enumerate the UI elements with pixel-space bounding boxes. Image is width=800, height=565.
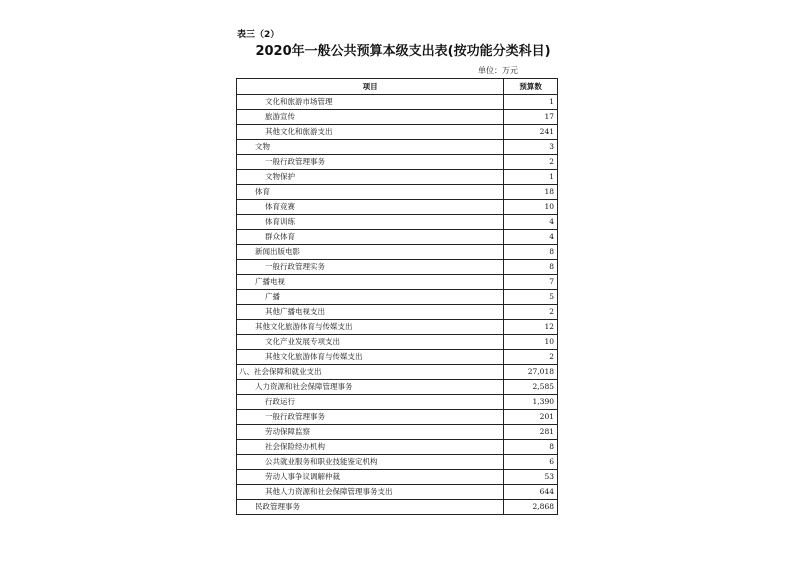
table-row	[237, 380, 558, 395]
table-row	[237, 350, 558, 365]
row-item-name: 一般行政管理事务	[237, 410, 504, 425]
table-row	[237, 200, 558, 215]
row-item-name: 文化产业发展专项支出	[237, 335, 504, 350]
row-budget-value: 2,585	[504, 380, 558, 395]
table-row	[237, 470, 558, 485]
row-item-name: 群众体育	[237, 230, 504, 245]
budget-table	[236, 78, 558, 515]
row-item-name: 体育竞赛	[237, 200, 504, 215]
row-item-name: 一般行政管理实务	[237, 260, 504, 275]
table-row	[237, 140, 558, 155]
table-row	[237, 425, 558, 440]
row-item-name: 八、社会保障和就业支出	[237, 365, 504, 380]
table-row	[237, 485, 558, 500]
row-budget-value: 12	[504, 320, 558, 335]
row-budget-value: 1	[504, 170, 558, 185]
column-header-item: 项目	[237, 79, 504, 95]
table-row	[237, 365, 558, 380]
row-item-name: 人力资源和社会保障管理事务	[237, 380, 504, 395]
unit-label: 单位：万元	[478, 66, 518, 75]
row-budget-value: 2	[504, 350, 558, 365]
row-item-name: 其他广播电视支出	[237, 305, 504, 320]
row-item-name: 广播电视	[237, 275, 504, 290]
row-budget-value: 201	[504, 410, 558, 425]
row-budget-value: 2	[504, 305, 558, 320]
table-row	[237, 305, 558, 320]
table-row	[237, 245, 558, 260]
row-budget-value: 10	[504, 335, 558, 350]
row-item-name: 体育	[237, 185, 504, 200]
table-row	[237, 95, 558, 110]
row-budget-value: 281	[504, 425, 558, 440]
table-row	[237, 455, 558, 470]
table-row	[237, 110, 558, 125]
row-item-name: 新闻出版电影	[237, 245, 504, 260]
table-row	[237, 290, 558, 305]
row-budget-value: 1,390	[504, 395, 558, 410]
row-budget-value: 5	[504, 290, 558, 305]
row-item-name: 社会保险经办机构	[237, 440, 504, 455]
row-item-name: 一般行政管理事务	[237, 155, 504, 170]
row-budget-value: 7	[504, 275, 558, 290]
row-item-name: 体育训练	[237, 215, 504, 230]
row-item-name: 劳动保障监察	[237, 425, 504, 440]
row-item-name: 其他人力资源和社会保障管理事务支出	[237, 485, 504, 500]
row-item-name: 其他文化旅游体育与传媒支出	[237, 350, 504, 365]
row-budget-value: 53	[504, 470, 558, 485]
row-budget-value: 241	[504, 125, 558, 140]
table-row	[237, 170, 558, 185]
table-row	[237, 320, 558, 335]
row-item-name: 文物	[237, 140, 504, 155]
table-row	[237, 185, 558, 200]
row-budget-value: 8	[504, 440, 558, 455]
row-item-name: 文化和旅游市场管理	[237, 95, 504, 110]
row-item-name: 劳动人事争议调解仲裁	[237, 470, 504, 485]
row-budget-value: 4	[504, 230, 558, 245]
table-row	[237, 410, 558, 425]
table-row	[237, 335, 558, 350]
row-item-name: 广播	[237, 290, 504, 305]
row-item-name: 行政运行	[237, 395, 504, 410]
table-row	[237, 500, 558, 515]
row-budget-value: 3	[504, 140, 558, 155]
table-row	[237, 275, 558, 290]
row-item-name: 旅游宣传	[237, 110, 504, 125]
table-row	[237, 395, 558, 410]
row-budget-value: 18	[504, 185, 558, 200]
row-item-name: 文物保护	[237, 170, 504, 185]
row-item-name: 公共就业服务和职业技能鉴定机构	[237, 455, 504, 470]
row-item-name: 其他文化旅游体育与传媒支出	[237, 320, 504, 335]
row-budget-value: 2,868	[504, 500, 558, 515]
column-header-budget: 预算数	[504, 79, 558, 95]
table-label: 表三（2）	[237, 30, 280, 40]
row-budget-value: 2	[504, 155, 558, 170]
table-row	[237, 440, 558, 455]
page-title: 2020年一般公共预算本级支出表(按功能分类科目)	[255, 44, 551, 59]
row-item-name: 民政管理事务	[237, 500, 504, 515]
table-row	[237, 215, 558, 230]
row-item-name: 其他文化和旅游支出	[237, 125, 504, 140]
row-budget-value: 8	[504, 260, 558, 275]
table-row	[237, 230, 558, 245]
table-header-row	[237, 79, 558, 95]
table-row	[237, 125, 558, 140]
row-budget-value: 4	[504, 215, 558, 230]
table-row	[237, 155, 558, 170]
row-budget-value: 1	[504, 95, 558, 110]
table-row	[237, 260, 558, 275]
row-budget-value: 6	[504, 455, 558, 470]
row-budget-value: 8	[504, 245, 558, 260]
row-budget-value: 27,018	[504, 365, 558, 380]
row-budget-value: 10	[504, 200, 558, 215]
row-budget-value: 17	[504, 110, 558, 125]
row-budget-value: 644	[504, 485, 558, 500]
